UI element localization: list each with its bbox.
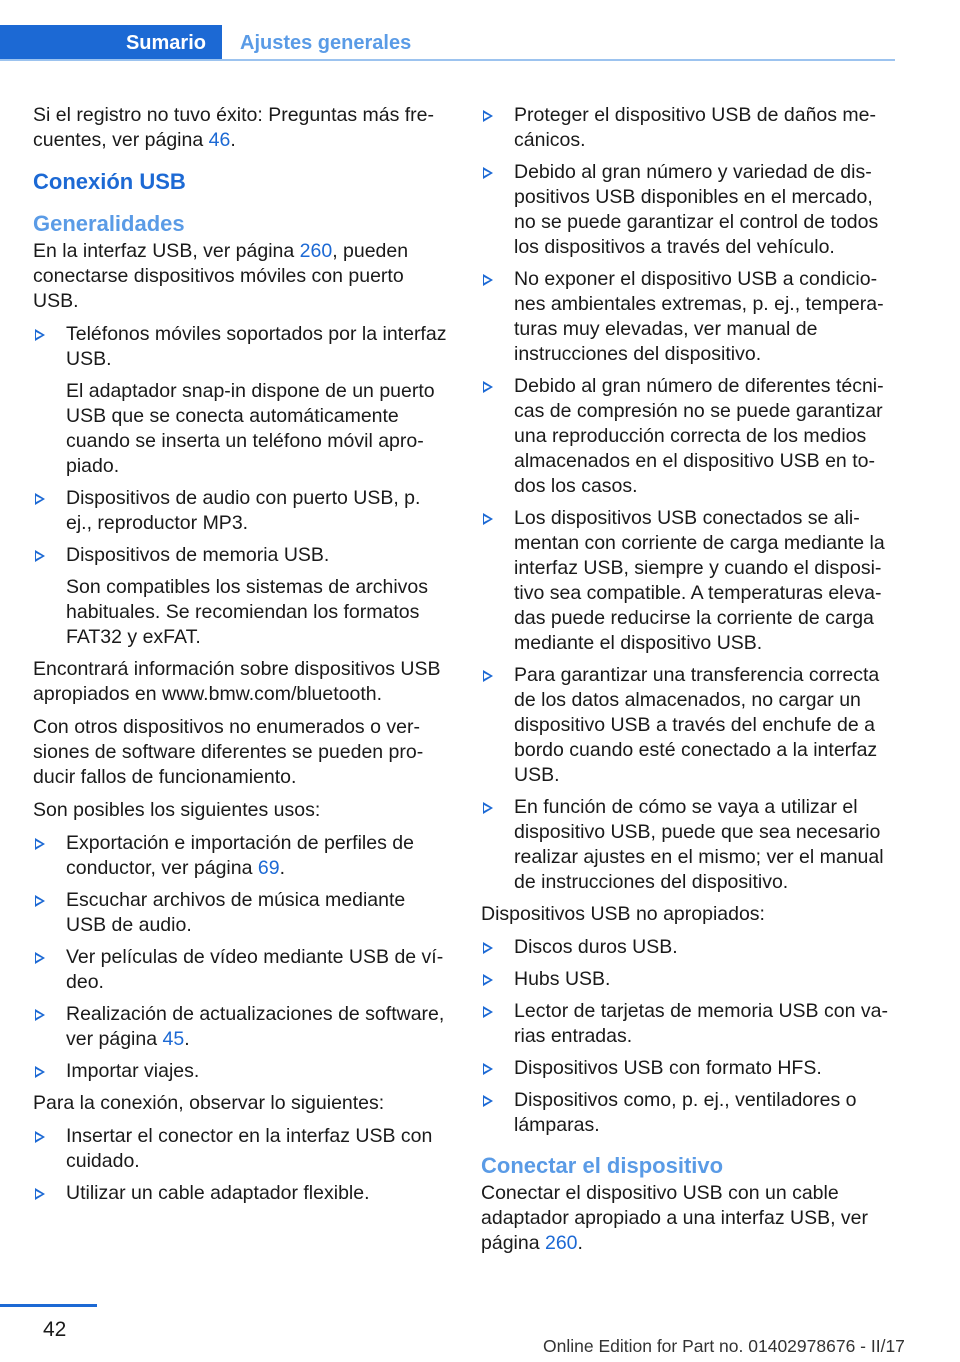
list-item bbox=[481, 935, 895, 960]
list-item bbox=[33, 1124, 448, 1174]
list-item-text: Realización de actualizaciones de software, ver página bbox=[66, 1003, 445, 1050]
list-item-text: Exportación e importación de perfiles de conductor, ver página bbox=[66, 832, 414, 879]
bullet-icon bbox=[35, 1131, 45, 1143]
list-item-text: Escuchar archivos de música mediante USB de audio. bbox=[66, 889, 406, 936]
list-item-after: . bbox=[184, 1028, 190, 1050]
list-item-text: Discos duros USB. bbox=[514, 936, 678, 958]
list-item bbox=[33, 1002, 448, 1052]
p2-after: . bbox=[577, 1232, 583, 1254]
page-link-260[interactable]: 260 bbox=[544, 1232, 578, 1254]
list-item-text: Dispositivos de audio con puerto USB, p. ej., reproductor MP3. bbox=[66, 487, 421, 534]
list-item bbox=[481, 795, 895, 895]
bullet-icon bbox=[483, 802, 493, 814]
bullet-icon bbox=[483, 1095, 493, 1107]
p1-after: , pueden conectarse dispositivos móviles con puerto USB. bbox=[33, 240, 409, 312]
bullet-icon bbox=[35, 1009, 45, 1021]
list-item bbox=[481, 999, 895, 1049]
list-item-text: Teléfonos móviles soportados por la interfaz USB. bbox=[66, 323, 447, 370]
header-bar bbox=[0, 25, 895, 63]
p1-text: En la interfaz USB, ver página bbox=[33, 240, 300, 262]
unsuitable-intro: Dispositivos USB no apropiados: bbox=[481, 903, 765, 925]
bullet-icon bbox=[35, 895, 45, 907]
list-item-text: Dispositivos USB con formato HFS. bbox=[514, 1057, 822, 1079]
list-item-after: . bbox=[279, 857, 286, 879]
tab-ajustes-generales[interactable]: Ajustes generales bbox=[240, 31, 412, 54]
list-item bbox=[481, 103, 895, 153]
list-item-text: Ver películas de vídeo mediante USB de vídeo. bbox=[66, 946, 444, 993]
tab-sumario[interactable]: Sumario bbox=[0, 25, 222, 61]
bullet-icon bbox=[35, 1188, 45, 1200]
header-divider bbox=[0, 59, 895, 61]
intro-text: Si el registro no tuvo éxito: Preguntas más frecuentes, ver página bbox=[33, 104, 435, 151]
bullet-icon bbox=[35, 329, 45, 341]
list-item-note: Son compatibles los sistemas de archivos habituales. Se recomiendan los formatos FAT32 y exFAT. bbox=[66, 576, 428, 648]
list-item-text: Los dispositivos USB conectados se alimentan con corriente de carga mediante la interfaz USB, siempre y cuando el dispositivo sea compatible. A temperaturas elevadas puede reducirse la corriente de carga mediante el dispositivo USB. bbox=[514, 507, 885, 654]
list-item bbox=[33, 322, 448, 479]
list-item bbox=[33, 831, 448, 881]
footer-divider bbox=[0, 1304, 97, 1307]
list-item-text: Debido al gran número de diferentes técnicas de compresión no se puede garantizar una reproducción correcta de los medios almacenados en el dispositivo USB en todos los casos. bbox=[514, 375, 884, 497]
connection-list bbox=[33, 1124, 448, 1206]
supported-devices-list bbox=[33, 322, 448, 650]
list-item bbox=[33, 888, 448, 938]
right-column bbox=[481, 103, 895, 1264]
list-item-text: No exponer el dispositivo USB a condiciones ambientales extremas, p. ej., temperaturas muy elevadas, ver manual de instrucciones del dispositivo. bbox=[514, 268, 884, 365]
left-column bbox=[33, 103, 448, 1213]
intro-paragraph bbox=[33, 103, 448, 153]
unsuitable-devices-list bbox=[481, 935, 895, 1138]
bullet-icon bbox=[483, 942, 493, 954]
page-link-69[interactable]: 69 bbox=[257, 857, 280, 879]
connection-intro: Para la conexión, observar lo siguientes: bbox=[33, 1092, 385, 1114]
bullet-icon bbox=[483, 110, 493, 122]
intro-after: . bbox=[230, 129, 236, 151]
bullet-icon bbox=[483, 974, 493, 986]
list-item bbox=[481, 967, 895, 992]
bullet-icon bbox=[35, 952, 45, 964]
list-item bbox=[481, 1056, 895, 1081]
list-item-text: Debido al gran número y variedad de dispositivos USB disponibles en el mercado, no se puede garantizar el control de todos los dispositivos a través del vehículo. bbox=[514, 161, 879, 258]
page-link-46[interactable]: 46 bbox=[208, 129, 231, 151]
list-item-text: Hubs USB. bbox=[514, 968, 611, 990]
list-item bbox=[33, 486, 448, 536]
list-item bbox=[33, 543, 448, 650]
subsection-title-generalidades: Generalidades bbox=[33, 211, 185, 236]
bullet-icon bbox=[35, 838, 45, 850]
bullet-icon bbox=[35, 1066, 45, 1078]
list-item bbox=[481, 160, 895, 260]
usb-interface-paragraph bbox=[33, 239, 448, 314]
list-item bbox=[33, 1181, 448, 1206]
list-item-text: Utilizar un cable adaptador flexible. bbox=[66, 1182, 370, 1204]
precautions-list bbox=[481, 103, 895, 895]
info-paragraph: Encontrará información sobre dispositivos USB apropiados en www.bmw.com/bluetooth. bbox=[33, 658, 441, 705]
bullet-icon bbox=[35, 493, 45, 505]
list-item-text: Importar viajes. bbox=[66, 1060, 200, 1082]
bullet-icon bbox=[483, 1063, 493, 1075]
connect-paragraph bbox=[481, 1181, 895, 1256]
list-item bbox=[481, 374, 895, 499]
list-item bbox=[33, 945, 448, 995]
list-item-text: Dispositivos como, p. ej., ventiladores o lámparas. bbox=[514, 1089, 857, 1136]
list-item bbox=[481, 506, 895, 656]
list-item-note: El adaptador snap-in dispone de un puerto USB que se conecta automáticamente cuando se inserta un teléfono móvil apropiado. bbox=[66, 380, 435, 477]
page-number: 42 bbox=[43, 1318, 67, 1341]
uses-list bbox=[33, 831, 448, 1084]
bullet-icon bbox=[483, 167, 493, 179]
page-link-260[interactable]: 260 bbox=[299, 240, 333, 262]
page-link-45[interactable]: 45 bbox=[162, 1028, 185, 1050]
section-title: Conexión USB bbox=[33, 169, 186, 194]
bullet-icon bbox=[483, 381, 493, 393]
list-item-text: Dispositivos de memoria USB. bbox=[66, 544, 330, 566]
list-item-text: Insertar el conector en la interfaz USB con cuidado. bbox=[66, 1125, 433, 1172]
list-item-text: En función de cómo se vaya a utilizar el dispositivo USB, puede que sea necesario realizar ajustes en el mismo; ver el manual de instrucciones del dispositivo. bbox=[514, 796, 884, 893]
bullet-icon bbox=[483, 1006, 493, 1018]
subsection-title-conectar: Conectar el dispositivo bbox=[481, 1153, 724, 1178]
bullet-icon bbox=[483, 513, 493, 525]
bullet-icon bbox=[483, 670, 493, 682]
edition-text: Online Edition for Part no. 01402978676 - II/17 bbox=[543, 1336, 905, 1356]
bullet-icon bbox=[35, 550, 45, 562]
p2-text: Conectar el dispositivo USB con un cable adaptador apropiado a una interfaz USB, ver página bbox=[481, 1182, 869, 1254]
warning-paragraph: Con otros dispositivos no enumerados o versiones de software diferentes se pueden producir fallos de funcionamiento. bbox=[33, 716, 424, 788]
list-item bbox=[481, 267, 895, 367]
list-item bbox=[33, 1059, 448, 1084]
list-item bbox=[481, 1088, 895, 1138]
uses-intro: Son posibles los siguientes usos: bbox=[33, 799, 321, 821]
list-item-text: Proteger el dispositivo USB de daños mecánicos. bbox=[514, 104, 877, 151]
bullet-icon bbox=[483, 274, 493, 286]
list-item-text: Para garantizar una transferencia correcta de los datos almacenados, no cargar un dispositivo USB a través del enchufe de a bordo cuando esté conectado a la interfaz USB. bbox=[514, 664, 880, 786]
list-item bbox=[481, 663, 895, 788]
list-item-text: Lector de tarjetas de memoria USB con varias entradas. bbox=[514, 1000, 888, 1047]
